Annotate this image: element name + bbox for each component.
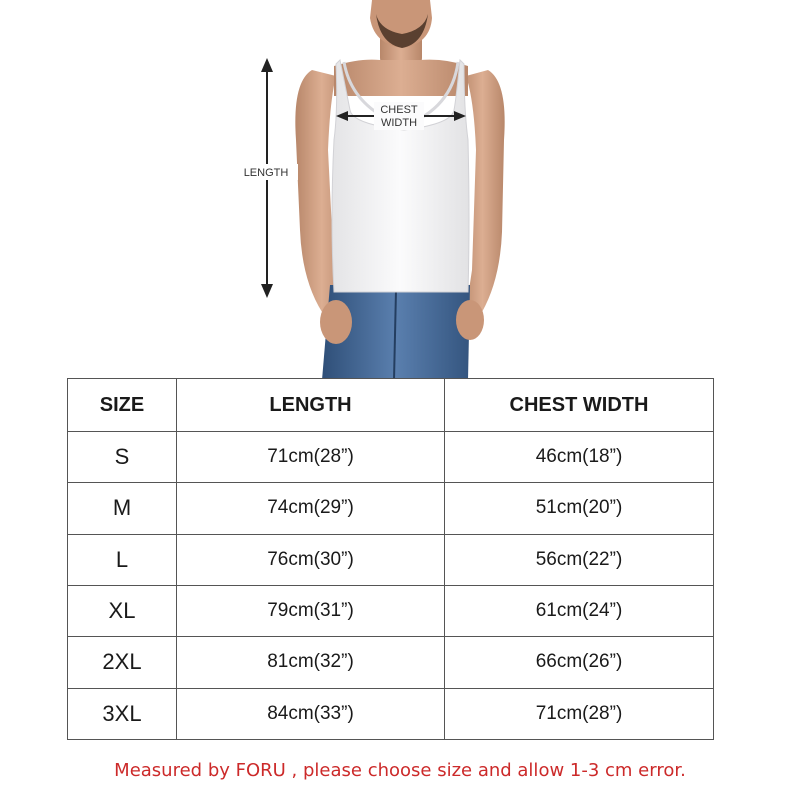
chest-label-line1: CHEST	[380, 104, 418, 116]
table-header-row	[68, 379, 714, 432]
size-cell: S	[68, 432, 177, 483]
length-cell: 81cm(32”)	[177, 637, 445, 688]
length-cell: 76cm(30”)	[177, 534, 445, 585]
table-row	[68, 432, 714, 483]
size-cell: 3XL	[68, 688, 177, 739]
model-illustration	[0, 0, 800, 380]
table-row	[68, 688, 714, 739]
table-row	[68, 637, 714, 688]
length-cell: 74cm(29”)	[177, 483, 445, 534]
length-cell: 71cm(28”)	[177, 432, 445, 483]
product-figure	[0, 0, 800, 380]
table-row	[68, 483, 714, 534]
measurement-note: Measured by FORU , please choose size and allow 1-3 cm error.	[114, 760, 686, 781]
chest-cell: 71cm(28”)	[445, 688, 714, 739]
chest-cell: 51cm(20”)	[445, 483, 714, 534]
chest-cell: 46cm(18”)	[445, 432, 714, 483]
size-cell: M	[68, 483, 177, 534]
size-cell: L	[68, 534, 177, 585]
size-chart-table	[67, 378, 714, 740]
header-chest-width: CHEST WIDTH	[445, 379, 714, 432]
length-label: LENGTH	[243, 167, 289, 179]
length-cell: 84cm(33”)	[177, 688, 445, 739]
chest-label-line2: WIDTH	[380, 117, 418, 129]
chest-cell: 56cm(22”)	[445, 534, 714, 585]
size-cell: XL	[68, 585, 177, 636]
chest-cell: 66cm(26”)	[445, 637, 714, 688]
length-cell: 79cm(31”)	[177, 585, 445, 636]
table-row	[68, 534, 714, 585]
table-row	[68, 585, 714, 636]
header-size: SIZE	[68, 379, 177, 432]
chest-cell: 61cm(24”)	[445, 585, 714, 636]
header-length: LENGTH	[177, 379, 445, 432]
size-cell: 2XL	[68, 637, 177, 688]
